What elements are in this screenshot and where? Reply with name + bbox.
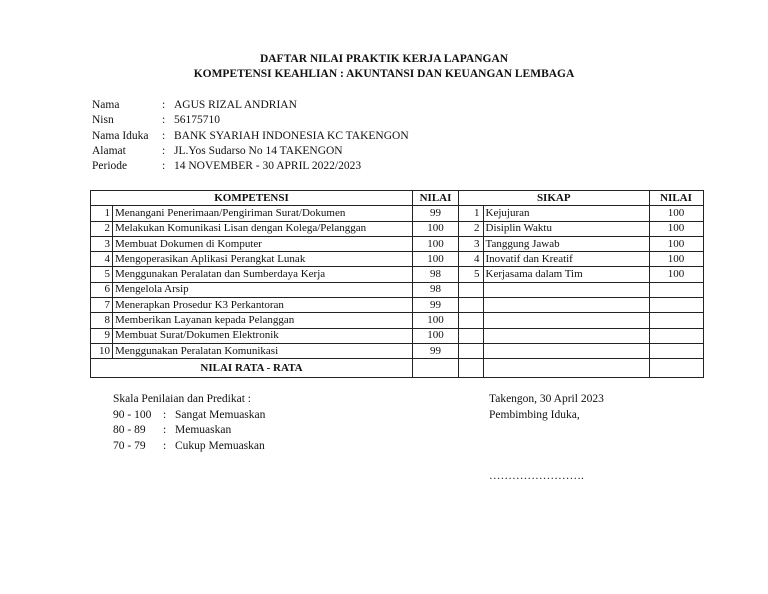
info-label: Nisn bbox=[92, 114, 114, 127]
empty-cell bbox=[463, 328, 483, 343]
komp-name: Menerapkan Prosedur K3 Perkantoran bbox=[113, 298, 413, 313]
komp-name: Menangani Penerimaan/Pengiriman Surat/Dokumen bbox=[113, 206, 413, 221]
scale-item bbox=[113, 408, 265, 424]
scale-title: Skala Penilaian dan Predikat : bbox=[113, 393, 251, 405]
empty-cell bbox=[649, 298, 703, 313]
sikap-name: Kejujuran bbox=[483, 206, 649, 221]
info-value: JL.Yos Sudarso No 14 TAKENGON bbox=[174, 144, 343, 157]
komp-no: 2 bbox=[91, 221, 113, 236]
sikap-score: 100 bbox=[649, 236, 703, 251]
komp-no: 4 bbox=[91, 252, 113, 267]
komp-score: 100 bbox=[413, 328, 459, 343]
info-value: AGUS RIZAL ANDRIAN bbox=[174, 99, 297, 111]
table-row bbox=[91, 282, 704, 297]
sikap-name: Kerjasama dalam Tim bbox=[483, 267, 649, 282]
komp-no: 3 bbox=[91, 236, 113, 251]
signature-line: ……………………. bbox=[489, 470, 584, 482]
info-row-nisn bbox=[92, 113, 409, 128]
komp-score: 100 bbox=[413, 252, 459, 267]
komp-score: 98 bbox=[413, 282, 459, 297]
empty-cell bbox=[483, 343, 649, 358]
table-row bbox=[91, 252, 704, 267]
komp-name: Melakukan Komunikasi Lisan dengan Kolega/Pelanggan bbox=[113, 221, 413, 236]
table-row bbox=[91, 298, 704, 313]
komp-no: 6 bbox=[91, 282, 113, 297]
komp-score: 100 bbox=[413, 313, 459, 328]
sikap-name: Disiplin Waktu bbox=[483, 221, 649, 236]
komp-score: 100 bbox=[413, 221, 459, 236]
header-kompetensi: KOMPETENSI bbox=[91, 191, 413, 206]
scale-range: 90 - 100 bbox=[113, 408, 152, 421]
table-row bbox=[91, 236, 704, 251]
komp-name: Mengelola Arsip bbox=[113, 282, 413, 297]
empty-cell bbox=[463, 298, 483, 313]
komp-no: 5 bbox=[91, 267, 113, 282]
empty-cell bbox=[483, 298, 649, 313]
komp-no: 8 bbox=[91, 313, 113, 328]
scale-range: 80 - 89 bbox=[113, 424, 146, 436]
komp-no: 1 bbox=[91, 206, 113, 221]
komp-name: Membuat Dokumen di Komputer bbox=[113, 236, 413, 251]
sikap-no: 3 bbox=[463, 236, 483, 251]
sikap-score: 100 bbox=[649, 267, 703, 282]
sikap-score: 100 bbox=[649, 221, 703, 236]
sikap-no: 2 bbox=[463, 221, 483, 236]
grading-scale bbox=[113, 392, 265, 454]
scale-colon: : bbox=[163, 424, 167, 436]
table-row bbox=[91, 313, 704, 328]
table-header-row bbox=[91, 191, 704, 206]
komp-name: Memberikan Layanan kepada Pelanggan bbox=[113, 313, 413, 328]
info-colon: : bbox=[162, 160, 166, 173]
info-row-alamat bbox=[92, 144, 409, 159]
komp-score: 98 bbox=[413, 267, 459, 282]
sikap-no: 5 bbox=[463, 267, 483, 282]
scale-colon: : bbox=[163, 408, 167, 421]
sikap-no: 4 bbox=[463, 252, 483, 267]
info-label: Nama bbox=[92, 99, 120, 111]
empty-cell bbox=[463, 313, 483, 328]
sikap-name: Tanggung Jawab bbox=[483, 236, 649, 251]
komp-name: Menggunakan Peralatan Komunikasi bbox=[113, 343, 413, 358]
komp-name: Membuat Surat/Dokumen Elektronik bbox=[113, 328, 413, 343]
scale-range: 70 - 79 bbox=[113, 439, 146, 452]
komp-no: 10 bbox=[91, 343, 113, 358]
scale-item bbox=[113, 423, 265, 439]
student-info bbox=[92, 98, 409, 174]
info-colon: : bbox=[162, 99, 166, 111]
komp-no: 7 bbox=[91, 298, 113, 313]
table-row bbox=[91, 221, 704, 236]
signature-block bbox=[489, 392, 604, 482]
empty-cell bbox=[463, 343, 483, 358]
scale-label: Memuaskan bbox=[175, 424, 232, 436]
komp-score: 99 bbox=[413, 343, 459, 358]
document-title: DAFTAR NILAI PRAKTIK KERJA LAPANGAN bbox=[259, 53, 509, 65]
document-subtitle: KOMPETENSI KEAHLIAN : AKUNTANSI DAN KEUANGAN LEMBAGA bbox=[193, 68, 575, 80]
info-label: Nama Iduka bbox=[92, 129, 149, 142]
komp-name: Mengoperasikan Aplikasi Perangkat Lunak bbox=[113, 252, 413, 267]
info-colon: : bbox=[162, 114, 166, 127]
empty-cell bbox=[463, 359, 483, 378]
average-value bbox=[413, 359, 459, 378]
empty-cell bbox=[649, 328, 703, 343]
empty-cell bbox=[483, 328, 649, 343]
empty-cell bbox=[483, 313, 649, 328]
sikap-score: 100 bbox=[649, 206, 703, 221]
scale-label: Sangat Memuaskan bbox=[175, 408, 266, 421]
score-table bbox=[90, 190, 704, 378]
sikap-no: 1 bbox=[463, 206, 483, 221]
komp-no: 9 bbox=[91, 328, 113, 343]
empty-cell bbox=[649, 313, 703, 328]
sikap-score: 100 bbox=[649, 252, 703, 267]
info-row-nama bbox=[92, 98, 409, 113]
header-sikap: SIKAP bbox=[459, 191, 650, 206]
sikap-name: Inovatif dan Kreatif bbox=[483, 252, 649, 267]
scale-colon: : bbox=[163, 439, 167, 452]
scale-item bbox=[113, 439, 265, 455]
info-colon: : bbox=[162, 144, 166, 157]
empty-cell bbox=[483, 359, 649, 378]
average-sikap-value bbox=[649, 359, 703, 378]
empty-cell bbox=[463, 282, 483, 297]
info-colon: : bbox=[162, 129, 166, 142]
header-nilai-sikap: NILAI bbox=[649, 191, 703, 206]
average-label: NILAI RATA - RATA bbox=[91, 359, 413, 378]
table-row bbox=[91, 267, 704, 282]
info-value: 56175710 bbox=[174, 114, 220, 127]
komp-score: 99 bbox=[413, 298, 459, 313]
average-row bbox=[91, 359, 704, 378]
komp-score: 99 bbox=[413, 206, 459, 221]
info-value: BANK SYARIAH INDONESIA KC TAKENGON bbox=[174, 129, 409, 142]
info-value: 14 NOVEMBER - 30 APRIL 2022/2023 bbox=[174, 160, 362, 173]
empty-cell bbox=[649, 282, 703, 297]
info-label: Alamat bbox=[92, 144, 126, 157]
table-row bbox=[91, 343, 704, 358]
empty-cell bbox=[649, 343, 703, 358]
signature-place-date: Takengon, 30 April 2023 bbox=[489, 393, 604, 405]
table-row bbox=[91, 328, 704, 343]
info-label: Periode bbox=[92, 160, 128, 173]
empty-cell bbox=[483, 282, 649, 297]
header-nilai: NILAI bbox=[413, 191, 459, 206]
info-row-iduka bbox=[92, 129, 409, 144]
scale-label: Cukup Memuaskan bbox=[175, 439, 265, 452]
komp-score: 100 bbox=[413, 236, 459, 251]
komp-name: Menggunakan Peralatan dan Sumberdaya Kerja bbox=[113, 267, 413, 282]
info-row-periode bbox=[92, 159, 409, 174]
signature-role: Pembimbing Iduka, bbox=[489, 408, 580, 421]
table-row bbox=[91, 206, 704, 221]
